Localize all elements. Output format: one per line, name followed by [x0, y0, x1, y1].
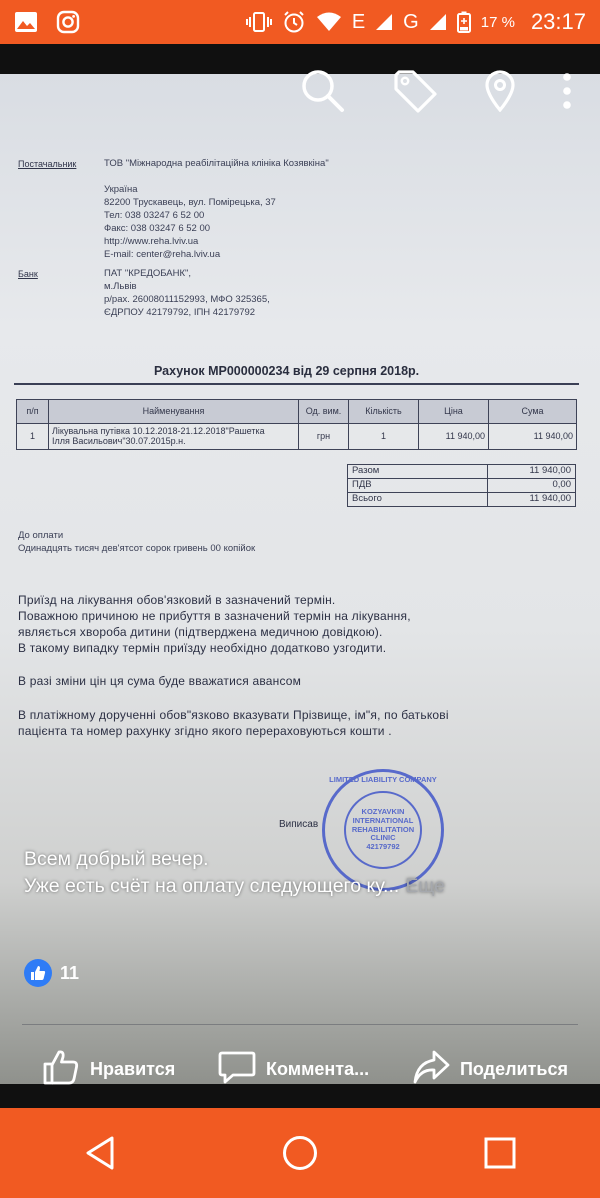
totals-value: 0,00 [488, 479, 576, 493]
totals-row [348, 479, 576, 493]
status-bar [0, 0, 600, 44]
supplier-label: Постачальник [18, 159, 77, 169]
table-header: Найменування [49, 400, 299, 424]
row-name-line1: Лікувальна путівка 10.12.2018-21.12.2018"Рашетка [52, 426, 265, 436]
bank-line: ЄДРПОУ 42179792, ІПН 42179792 [104, 307, 256, 318]
like-badge-icon [24, 959, 52, 987]
system-nav-bar [0, 1108, 600, 1198]
row-name [49, 424, 299, 450]
totals-label: Всього [348, 493, 488, 507]
post-actions [0, 1044, 600, 1094]
bank-label: Банк [18, 269, 38, 279]
back-icon[interactable] [60, 1123, 140, 1183]
note-line: Приїзд на лікування обов'язковий в зазначений термін. [18, 593, 336, 607]
comment-label: Коммента... [266, 1058, 370, 1079]
to-pay-label: До оплати [18, 530, 64, 541]
tag-icon[interactable] [392, 69, 438, 113]
totals-value: 11 940,00 [488, 465, 576, 479]
see-more-link[interactable]: Еще [405, 875, 445, 897]
address-line: Україна [104, 184, 138, 195]
address-line: Тел: 038 03247 6 52 00 [104, 210, 205, 221]
likes-count: 11 [60, 962, 80, 983]
divider [22, 1024, 578, 1025]
invoice-title: Рахунок МР000000234 від 29 серпня 2018р. [154, 364, 420, 378]
instagram-icon [56, 10, 80, 34]
table-header: Ціна [419, 400, 489, 424]
like-button[interactable] [42, 1049, 175, 1090]
totals-table [347, 464, 576, 507]
bank-line: р/рах. 26008011152993, МФО 325365, [104, 294, 270, 305]
title-rule [14, 383, 579, 385]
likes-summary[interactable] [24, 959, 79, 987]
row-qty: 1 [349, 424, 419, 450]
supplier-name: ТОВ "Міжнародна реабілітаційна клініка Козявкіна" [104, 158, 329, 169]
battery-percent: 17 % [480, 13, 515, 31]
vibrate-icon [246, 11, 272, 33]
wifi-icon [316, 12, 342, 32]
address-line: 82200 Трускавець, вул. Помірецька, 37 [104, 197, 276, 208]
post-caption[interactable] [24, 846, 584, 900]
totals-label: Разом [348, 465, 488, 479]
payment-note: пацієнта та номер рахунку згідно якого перераховуються кошти . [18, 724, 392, 738]
totals-value: 11 940,00 [488, 493, 576, 507]
note-line: В такому випадку термін приїзду необхідно додатково узгодити. [18, 641, 387, 655]
totals-row [348, 465, 576, 479]
caption-line: Всем добрый вечер. [24, 848, 209, 870]
share-label: Поделиться [459, 1058, 568, 1079]
stamp-code: 42179792 [366, 841, 400, 851]
thumbs-up-icon [42, 1049, 80, 1090]
more-vertical-icon[interactable] [562, 71, 572, 111]
note-line: являється хвороба дитини (підтверджена медичною довідкою). [18, 625, 383, 639]
row-name-line2: Ілля Васильович"30.07.2015р.н. [52, 436, 186, 447]
address-line: E-mail: center@reha.lviv.ua [104, 249, 221, 260]
signed-label: Виписав [279, 819, 319, 830]
comment-button[interactable] [218, 1049, 369, 1090]
row-sum: 11 940,00 [489, 424, 577, 450]
note-line: Поважною причиною не прибуття в зазначений термін на лікування, [18, 609, 411, 623]
location-pin-icon[interactable] [484, 70, 516, 112]
invoice-photo [0, 74, 600, 1084]
network-type-g: G [403, 10, 419, 33]
table-header: п/п [17, 400, 49, 424]
photo-toolbar [300, 68, 572, 114]
totals-label: ПДВ [348, 479, 488, 493]
share-icon [412, 1049, 450, 1090]
home-icon[interactable] [260, 1123, 340, 1183]
table-header-row [17, 400, 577, 424]
row-price: 11 940,00 [419, 424, 489, 450]
network-type-e: E [351, 10, 366, 33]
comment-icon [218, 1049, 256, 1090]
row-num: 1 [17, 424, 49, 450]
search-icon[interactable] [300, 68, 346, 114]
table-header: Кількість [349, 400, 419, 424]
share-button[interactable] [412, 1049, 568, 1090]
signal-icon [375, 13, 393, 31]
row-unit: грн [299, 424, 349, 450]
battery-icon [457, 11, 471, 33]
recents-icon[interactable] [460, 1123, 540, 1183]
address-line: Факс: 038 03247 6 52 00 [104, 223, 211, 234]
stamp-text: KOZYAVKIN INTERNATIONAL REHABILITATION CLINIC [351, 807, 415, 843]
caption-line-text: Уже есть счёт на оплату следующего ку... [24, 875, 400, 897]
invoice-table [16, 399, 577, 450]
like-label: Нравится [90, 1058, 176, 1079]
table-header: Сума [489, 400, 577, 424]
table-header: Од. вим. [299, 400, 349, 424]
to-pay-words: Одинадцять тисяч дев'ятсот сорок гривень 00 копійок [18, 543, 256, 554]
bank-line: ПАТ "КРЕДОБАНК", [104, 268, 192, 279]
totals-row [348, 493, 576, 507]
clock: 23:17 [530, 9, 586, 34]
caption-line [24, 873, 584, 900]
alarm-icon [282, 10, 306, 34]
bank-line: м.Львів [104, 281, 137, 292]
payment-note: В платіжному дорученні обов"язково вказувати Прізвище, ім"я, по батькові [18, 708, 449, 722]
price-note: В разі зміни цін ця сума буде вважатися авансом [18, 674, 302, 688]
gallery-icon [14, 11, 38, 33]
signal-icon-2 [429, 13, 447, 31]
table-row [17, 424, 577, 450]
stamp-ring-text: LIMITED LIABILITY COMPANY [329, 775, 437, 784]
photo-viewer[interactable] [0, 44, 600, 1108]
address-line: http://www.reha.lviv.ua [104, 236, 199, 247]
